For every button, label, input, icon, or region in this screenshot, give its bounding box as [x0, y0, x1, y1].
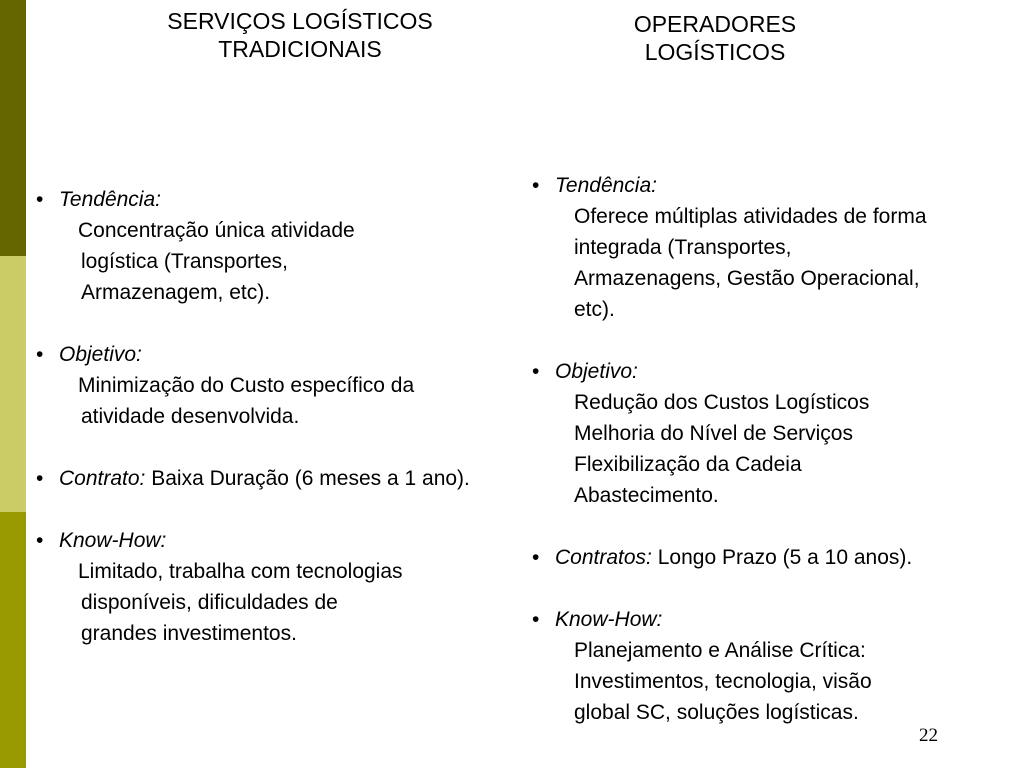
detail-line: integrada (Transportes, [574, 236, 792, 259]
left-objetivo-label: Objetivo: [59, 343, 142, 366]
detail-line: disponíveis, dificuldades de [81, 591, 338, 614]
right-tendencia-label: Tendência: [555, 174, 657, 197]
detail-line: global SC, soluções logísticas. [574, 701, 859, 724]
bullet-icon: • [532, 546, 540, 569]
bullet-icon: • [532, 360, 540, 383]
detail-line: Investimentos, tecnologia, visão [574, 670, 872, 693]
bullet-icon: • [532, 174, 540, 197]
detail-line: Oferece múltiplas atividades de forma [574, 205, 927, 228]
bullet-icon: • [36, 529, 44, 552]
left-tendencia-detail [59, 215, 506, 308]
left-knowhow-item [36, 525, 506, 649]
left-column [36, 184, 506, 680]
right-contratos-item [532, 542, 1012, 573]
right-column-title [560, 10, 870, 66]
right-objetivo-item [532, 356, 1012, 511]
left-tendencia-item [36, 184, 506, 308]
right-title-line: LOGÍSTICOS [644, 39, 786, 65]
right-contratos-label: Contratos: [555, 546, 652, 569]
bullet-icon: • [36, 343, 44, 366]
decor-stripe-dark [0, 0, 26, 256]
detail-line: Melhoria do Nível de Serviços [574, 422, 853, 445]
decor-stripe-mid [0, 512, 26, 768]
detail-line: Armazenagens, Gestão Operacional, [574, 267, 920, 290]
detail-line: Limitado, trabalha com tecnologias [78, 560, 403, 583]
detail-line: etc). [574, 298, 615, 321]
right-contratos-text: Longo Prazo (5 a 10 anos). [651, 546, 913, 569]
decor-stripe-light [0, 256, 26, 512]
right-knowhow-detail [555, 635, 1012, 728]
left-column-title [110, 7, 490, 63]
right-knowhow-label: Know-How: [555, 608, 663, 631]
detail-line: logística (Transportes, [81, 250, 288, 273]
detail-line: Planejamento e Análise Crítica: [574, 639, 866, 662]
left-objetivo-item [36, 339, 506, 432]
right-title-line: OPERADORES [633, 11, 797, 37]
detail-line: grandes investimentos. [81, 622, 297, 645]
right-objetivo-detail [555, 387, 1012, 511]
detail-line: Concentração única atividade [78, 219, 355, 242]
left-title-line: SERVIÇOS LOGÍSTICOS [167, 8, 433, 34]
bullet-icon: • [36, 188, 44, 211]
detail-line: Armazenagem, etc). [81, 281, 271, 304]
left-tendencia-label: Tendência: [59, 188, 161, 211]
detail-line: Minimização do Custo específico da [78, 374, 415, 397]
bullet-icon: • [532, 608, 540, 631]
right-objetivo-label: Objetivo: [555, 360, 638, 383]
right-column [532, 170, 1012, 759]
detail-line: atividade desenvolvida. [81, 405, 300, 428]
right-knowhow-item [532, 604, 1012, 728]
left-contrato-text: Baixa Duração (6 meses a 1 ano). [145, 467, 470, 490]
detail-line: Redução dos Custos Logísticos [574, 391, 870, 414]
left-contrato-label: Contrato: [59, 467, 146, 490]
right-tendencia-detail [555, 201, 1012, 325]
detail-line: Flexibilização da Cadeia [574, 453, 802, 476]
right-tendencia-item [532, 170, 1012, 325]
detail-line: Abastecimento. [574, 484, 719, 507]
left-title-line: TRADICIONAIS [218, 36, 382, 62]
left-knowhow-label: Know-How: [59, 529, 167, 552]
page-number: 22 [919, 725, 938, 746]
left-objetivo-detail [59, 370, 506, 432]
left-knowhow-detail [59, 556, 506, 649]
bullet-icon: • [36, 467, 44, 490]
left-contrato-item [36, 463, 506, 494]
